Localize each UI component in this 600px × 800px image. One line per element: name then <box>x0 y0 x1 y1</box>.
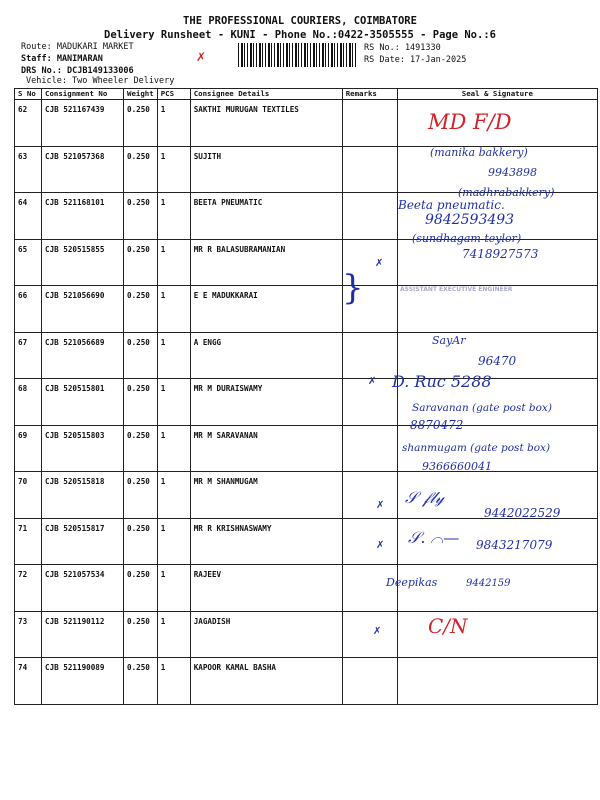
col-pcs: PCS <box>157 89 190 100</box>
col-sno: S No <box>15 89 42 100</box>
cell-consignee: MR M SARAVANAN <box>190 425 342 472</box>
cell-consignee: MR M SHANMUGAM <box>190 472 342 519</box>
drs-number: DRS No.: DCJB149133006 <box>21 66 134 76</box>
signature-72: 𝒮. ⌒— <box>408 528 460 547</box>
handwritten-sign-68: D. Ruc 5288 <box>392 372 492 391</box>
cell-pcs: 1 <box>157 518 190 565</box>
cell-remarks <box>342 518 397 565</box>
cell-consignment: CJB 520515855 <box>42 239 124 286</box>
runsheet-table <box>14 88 598 705</box>
cell-consignment: CJB 520515817 <box>42 518 124 565</box>
cell-sno: 70 <box>15 472 42 519</box>
cell-remarks <box>342 472 397 519</box>
cell-consignee: SAKTHI MURUGAN TEXTILES <box>190 100 342 147</box>
cell-sno: 66 <box>15 286 42 333</box>
cross-mark-71: ✗ <box>376 500 385 511</box>
vehicle-label: Vehicle: Two Wheeler Delivery <box>26 76 175 86</box>
handwritten-note-65: (sundhagam teylor) <box>412 232 522 245</box>
cell-consignee: SUJITH <box>190 146 342 193</box>
handwritten-phone-64: 9842593493 <box>425 212 515 228</box>
cell-sno: 73 <box>15 611 42 658</box>
barcode <box>238 43 358 67</box>
cell-consignment: CJB 521168101 <box>42 193 124 240</box>
cell-remarks <box>342 100 397 147</box>
cell-weight: 0.250 <box>124 472 158 519</box>
handwritten-phone-73: 9442159 <box>466 578 511 589</box>
cell-weight: 0.250 <box>124 379 158 426</box>
cell-sno: 65 <box>15 239 42 286</box>
handwritten-sign-73: Deepikas <box>386 576 438 589</box>
cell-remarks <box>342 658 397 705</box>
cross-mark-68: ✗ <box>368 376 377 387</box>
cell-pcs: 1 <box>157 472 190 519</box>
cell-consignment: CJB 520515801 <box>42 379 124 426</box>
cell-pcs: 1 <box>157 193 190 240</box>
cell-weight: 0.250 <box>124 425 158 472</box>
route-label: Route: MADUKARI MARKET <box>21 42 134 52</box>
handwritten-note-69: Saravanan (gate post box) <box>412 402 552 414</box>
cell-consignment: CJB 521190112 <box>42 611 124 658</box>
cell-consignee: E E MADUKKARAI <box>190 286 342 333</box>
cell-consignee: MR R KRISHNASWAMY <box>190 518 342 565</box>
cell-weight: 0.250 <box>124 193 158 240</box>
handwritten-phone-72a: 9442022529 <box>484 506 561 520</box>
handwritten-phone-65: 7418927573 <box>462 247 539 261</box>
cell-weight: 0.250 <box>124 286 158 333</box>
cell-remarks <box>342 332 397 379</box>
cell-consignment: CJB 521190089 <box>42 658 124 705</box>
cell-pcs: 1 <box>157 379 190 426</box>
cell-weight: 0.250 <box>124 100 158 147</box>
cell-consignee: A ENGG <box>190 332 342 379</box>
table-row <box>15 658 598 705</box>
cell-sno: 68 <box>15 379 42 426</box>
col-weight: Weight <box>124 89 158 100</box>
cell-sno: 71 <box>15 518 42 565</box>
cell-consignment: CJB 521056690 <box>42 286 124 333</box>
cell-consignment: CJB 521057368 <box>42 146 124 193</box>
cell-weight: 0.250 <box>124 611 158 658</box>
col-consignee: Consignee Details <box>190 89 342 100</box>
cell-pcs: 1 <box>157 239 190 286</box>
company-title: THE PROFESSIONAL COURIERS, COIMBATORE <box>183 15 417 27</box>
cell-consignee: RAJEEV <box>190 565 342 612</box>
cell-consignment: CJB 521167439 <box>42 100 124 147</box>
cell-weight: 0.250 <box>124 239 158 286</box>
rs-number: RS No.: 1491330 <box>364 43 441 53</box>
cell-consignment: CJB 521057534 <box>42 565 124 612</box>
rs-date: RS Date: 17-Jan-2025 <box>364 55 467 65</box>
cell-pcs: 1 <box>157 146 190 193</box>
handwritten-phone-63: 9943898 <box>488 166 537 179</box>
cell-pcs: 1 <box>157 286 190 333</box>
table-row <box>15 239 598 286</box>
col-remarks: Remarks <box>342 89 397 100</box>
cross-mark-74: ✗ <box>373 626 382 637</box>
cell-signature <box>397 658 597 705</box>
handwritten-mark-62: MD F/D <box>428 110 512 134</box>
cell-consignee: MR R BALASUBRAMANIAN <box>190 239 342 286</box>
cell-pcs: 1 <box>157 100 190 147</box>
col-consignment: Consignment No <box>42 89 124 100</box>
handwritten-phone-68: 96470 <box>478 354 517 368</box>
table-header-row <box>15 89 598 100</box>
cell-sno: 63 <box>15 146 42 193</box>
cell-weight: 0.250 <box>124 658 158 705</box>
cell-weight: 0.250 <box>124 146 158 193</box>
cell-consignment: CJB 520515803 <box>42 425 124 472</box>
cell-sno: 62 <box>15 100 42 147</box>
cell-signature <box>397 239 597 286</box>
cell-pcs: 1 <box>157 332 190 379</box>
check-mark: ✗ <box>196 50 207 64</box>
cell-weight: 0.250 <box>124 565 158 612</box>
cell-sno: 72 <box>15 565 42 612</box>
cross-mark-65: ✗ <box>375 258 384 269</box>
cell-remarks <box>342 193 397 240</box>
cell-consignee: JAGADISH <box>190 611 342 658</box>
cell-pcs: 1 <box>157 425 190 472</box>
cell-weight: 0.250 <box>124 332 158 379</box>
cell-remarks <box>342 611 397 658</box>
handwritten-mark-74: C/N <box>428 614 468 638</box>
staff-label: Staff: MANIMARAN <box>21 54 103 64</box>
office-stamp: ASSISTANT EXECUTIVE ENGINEER <box>400 286 513 293</box>
handwritten-phone-72b: 9843217079 <box>476 538 553 552</box>
cell-consignee: BEETA PNEUMATIC <box>190 193 342 240</box>
cell-remarks <box>342 146 397 193</box>
handwritten-sign-67: SayAr <box>432 334 466 347</box>
cell-consignee: KAPOOR KAMAL BASHA <box>190 658 342 705</box>
cell-weight: 0.250 <box>124 518 158 565</box>
cell-consignment: CJB 521056689 <box>42 332 124 379</box>
cross-mark-72: ✗ <box>376 540 385 551</box>
handwritten-note-63: (manika bakkery) <box>430 146 528 159</box>
runsheet-title: Delivery Runsheet - KUNI - Phone No.:0422-3505555 - Page No.:6 <box>104 29 496 41</box>
col-signature: Seal & Signature <box>397 89 597 100</box>
cell-consignee: MR M DURAISWAMY <box>190 379 342 426</box>
brace-mark: } <box>342 268 364 308</box>
cell-sno: 74 <box>15 658 42 705</box>
cell-remarks <box>342 425 397 472</box>
handwritten-note-70: shanmugam (gate post box) <box>402 442 551 454</box>
cell-consignment: CJB 520515818 <box>42 472 124 519</box>
cell-sno: 64 <box>15 193 42 240</box>
cell-sno: 67 <box>15 332 42 379</box>
cell-sno: 69 <box>15 425 42 472</box>
handwritten-phone-70: 9366660041 <box>422 460 492 473</box>
signature-71: 𝒮 𝒻𝓁𝓎 <box>405 488 445 507</box>
table-row <box>15 611 598 658</box>
cell-pcs: 1 <box>157 658 190 705</box>
handwritten-phone-69: 8870472 <box>410 418 464 432</box>
cell-pcs: 1 <box>157 565 190 612</box>
cell-pcs: 1 <box>157 611 190 658</box>
handwritten-name-64: Beeta pneumatic. <box>398 198 505 212</box>
handwritten-note-64: (madhrabakkery) <box>458 186 555 199</box>
